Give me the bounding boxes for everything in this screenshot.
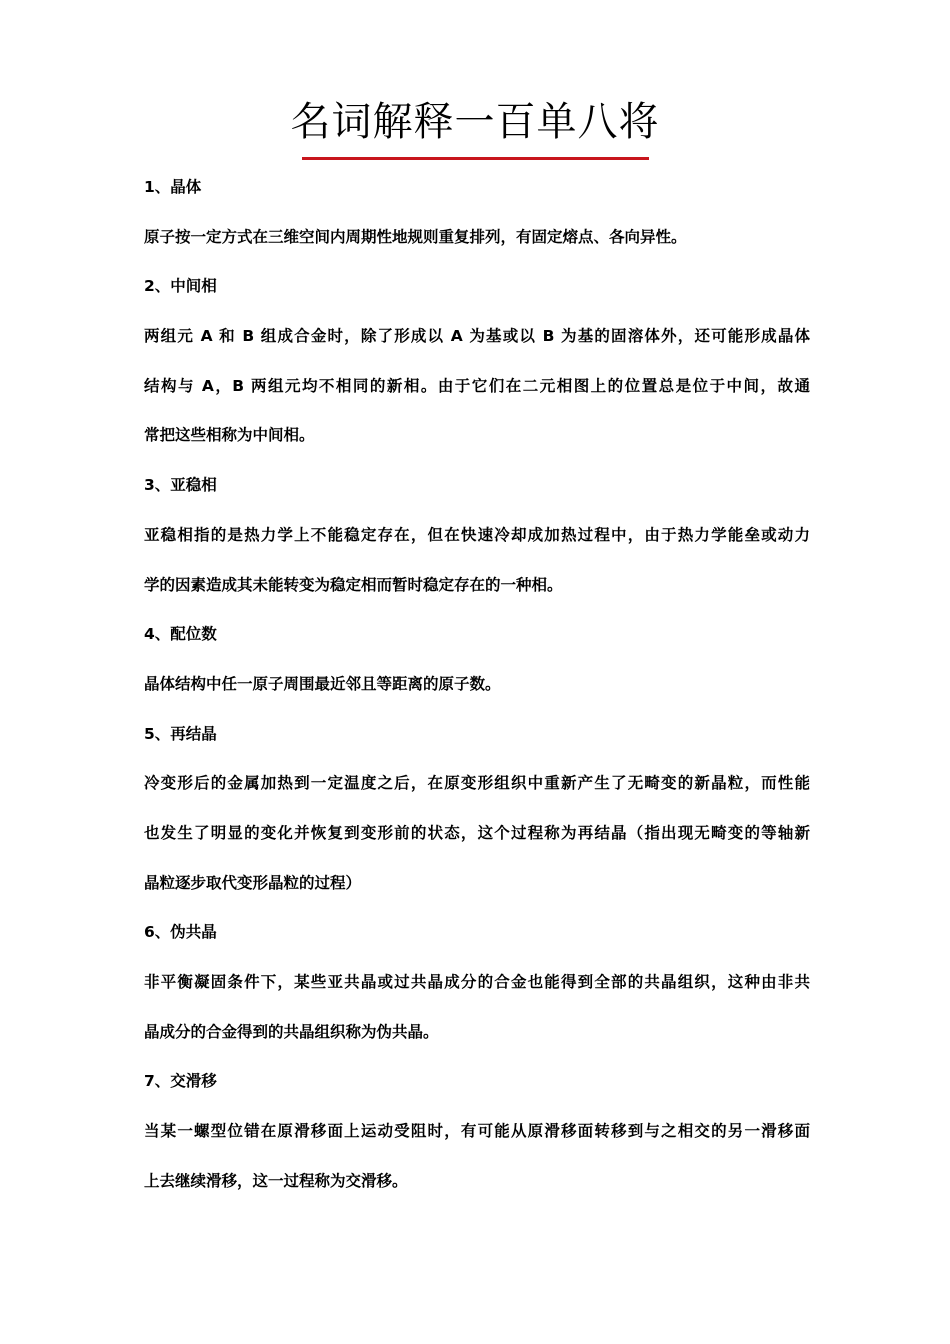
entry-text-line: 常把这些相称为中间相。: [144, 426, 315, 445]
entry-text-line: 也发生了明显的变化并恢复到变形前的状态，这个过程称为再结晶（指出现无畸变的等轴新: [144, 823, 810, 842]
entry-text-line: 非平衡凝固条件下，某些亚共晶或过共晶成分的合金也能得到全部的共晶组织，这种由非共: [144, 973, 810, 991]
document-title: 名词解释一百单八将: [290, 99, 660, 145]
entry-cross-slip: [144, 1057, 810, 1206]
entry-text-line: 晶体结构中任一原子周围最近邻且等距离的原子数。: [144, 674, 501, 693]
entry-heading: 6、伪共晶: [144, 923, 217, 942]
entry-text-line: 结构与 A，B 两组元均不相同的新相。由于它们在二元相图上的位置总是位于中间，故通: [144, 376, 810, 395]
entry-recrystallization: [144, 710, 810, 909]
entry-text-line: 冷变形后的金属加热到一定温度之后，在原变形组织中重新产生了无畸变的新晶粒，而性能: [144, 774, 810, 793]
entry-intermediate-phase: [144, 262, 810, 461]
entry-metastable-phase: [144, 461, 810, 610]
entry-heading: 4、配位数: [144, 625, 217, 644]
entry-text-line: 亚稳相指的是热力学上不能稳定存在，但在快速冷却成加热过程中，由于热力学能垒或动力: [144, 525, 810, 544]
entry-text-line: 当某一螺型位错在原滑移面上运动受阻时，有可能从原滑移面转移到与之相交的另一滑移面: [144, 1122, 810, 1141]
entry-pseudo-eutectic: [144, 908, 810, 1057]
entry-heading: 1、晶体: [144, 178, 202, 196]
entry-heading: 5、再结晶: [144, 724, 217, 743]
entry-text-line: 两组元 A 和 B 组成合金时，除了形成以 A 为基或以 B 为基的固溶体外，还可能形成晶体: [144, 327, 810, 346]
entry-text-line: 原子按一定方式在三维空间内周期性地规则重复排列，有固定熔点、各向异性。: [144, 227, 687, 246]
entry-crystal: [144, 163, 810, 262]
entry-text-line: 晶成分的合金得到的共晶组织称为伪共晶。: [144, 1022, 439, 1041]
entry-text-line: 学的因素造成其未能转变为稳定相而暂时稳定存在的一种相。: [144, 575, 563, 594]
document-body: [144, 163, 810, 1206]
entry-heading: 3、亚稳相: [144, 476, 217, 495]
entry-heading: 7、交滑移: [144, 1072, 217, 1091]
entry-text-line: 上去继续滑移，这一过程称为交滑移。: [144, 1171, 408, 1190]
entry-coordination-number: [144, 610, 810, 709]
entry-heading: 2、中间相: [144, 277, 217, 296]
entry-text-line: 晶粒逐步取代变形晶粒的过程）: [144, 873, 362, 892]
title-underline: [302, 157, 649, 160]
